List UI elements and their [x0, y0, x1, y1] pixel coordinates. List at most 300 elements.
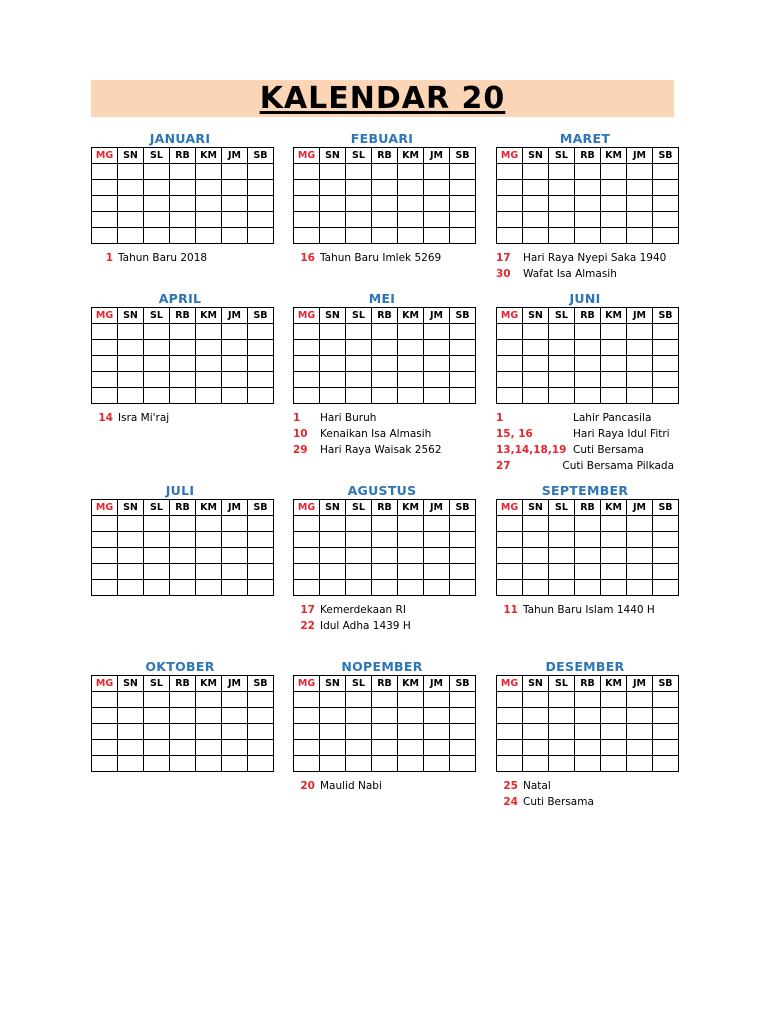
day-cell	[398, 228, 424, 244]
holiday-name: Natal	[523, 780, 551, 792]
day-cell	[346, 708, 372, 724]
day-cell	[170, 708, 196, 724]
holiday-item	[496, 266, 674, 282]
day-cell	[450, 708, 476, 724]
day-cell	[627, 692, 653, 708]
day-cell	[497, 564, 523, 580]
weekday-jm: JM	[627, 148, 653, 164]
weekday-mg: MG	[92, 500, 118, 516]
day-cell	[294, 164, 320, 180]
day-cell	[320, 516, 346, 532]
day-cell	[627, 388, 653, 404]
day-cell	[248, 164, 274, 180]
week-row	[294, 388, 476, 404]
weekday-header-row	[294, 148, 476, 164]
day-cell	[346, 724, 372, 740]
month-maret	[496, 131, 674, 282]
day-cell	[294, 548, 320, 564]
day-cell	[450, 532, 476, 548]
day-cell	[118, 708, 144, 724]
holiday-list	[293, 778, 471, 794]
weekday-sl: SL	[346, 148, 372, 164]
day-cell	[170, 532, 196, 548]
day-cell	[196, 196, 222, 212]
holiday-item	[91, 250, 269, 266]
day-cell	[144, 324, 170, 340]
day-cell	[497, 324, 523, 340]
weekday-header-row	[497, 148, 679, 164]
day-cell	[450, 196, 476, 212]
day-cell	[372, 516, 398, 532]
day-cell	[222, 708, 248, 724]
day-cell	[398, 724, 424, 740]
day-cell	[118, 756, 144, 772]
weekday-rb: RB	[575, 148, 601, 164]
weekday-km: KM	[196, 148, 222, 164]
holiday-date: 1	[293, 412, 301, 424]
holiday-list	[496, 250, 674, 282]
day-cell	[170, 580, 196, 596]
day-cell	[523, 356, 549, 372]
day-cell	[523, 548, 549, 564]
weekday-jm: JM	[627, 308, 653, 324]
day-cell	[523, 212, 549, 228]
day-cell	[497, 548, 523, 564]
day-cell	[320, 164, 346, 180]
weekday-sl: SL	[346, 500, 372, 516]
day-cell	[118, 228, 144, 244]
day-cell	[294, 212, 320, 228]
day-cell	[653, 548, 679, 564]
day-cell	[248, 532, 274, 548]
day-cell	[196, 388, 222, 404]
day-cell	[222, 740, 248, 756]
weekday-sb: SB	[450, 676, 476, 692]
weekday-rb: RB	[575, 500, 601, 516]
week-row	[497, 228, 679, 244]
day-cell	[653, 228, 679, 244]
weekday-jm: JM	[627, 676, 653, 692]
month-name: NOPEMBER	[341, 659, 423, 674]
holiday-item	[293, 426, 471, 442]
day-cell	[424, 324, 450, 340]
month-febuari	[293, 131, 471, 266]
week-row	[294, 756, 476, 772]
holiday-name: Tahun Baru Islam 1440 H	[523, 604, 655, 616]
holiday-item	[496, 410, 674, 426]
month-mei	[293, 291, 471, 458]
weekday-sn: SN	[118, 500, 144, 516]
week-row	[294, 340, 476, 356]
month-januari	[91, 131, 269, 266]
day-cell	[248, 372, 274, 388]
day-cell	[196, 756, 222, 772]
weekday-rb: RB	[170, 500, 196, 516]
day-cell	[424, 196, 450, 212]
day-cell	[372, 740, 398, 756]
day-cell	[372, 388, 398, 404]
weekday-sn: SN	[320, 148, 346, 164]
weekday-jm: JM	[222, 308, 248, 324]
day-cell	[92, 532, 118, 548]
day-cell	[346, 740, 372, 756]
day-cell	[627, 180, 653, 196]
holiday-list	[293, 602, 471, 634]
month-name: JANUARI	[149, 131, 211, 146]
day-cell	[248, 724, 274, 740]
day-cell	[450, 548, 476, 564]
week-row	[92, 228, 274, 244]
day-cell	[196, 692, 222, 708]
day-cell	[144, 180, 170, 196]
day-cell	[601, 340, 627, 356]
day-cell	[320, 692, 346, 708]
day-cell	[450, 516, 476, 532]
weekday-sn: SN	[118, 676, 144, 692]
holiday-name: Isra Mi'raj	[118, 412, 170, 424]
weekday-jm: JM	[424, 676, 450, 692]
day-cell	[196, 212, 222, 228]
day-cell	[372, 724, 398, 740]
week-row	[92, 372, 274, 388]
weekday-km: KM	[398, 500, 424, 516]
day-cell	[196, 740, 222, 756]
weekday-sn: SN	[320, 500, 346, 516]
day-cell	[523, 340, 549, 356]
week-row	[497, 356, 679, 372]
day-cell	[92, 196, 118, 212]
day-cell	[144, 724, 170, 740]
month-name: FEBUARI	[350, 131, 414, 146]
day-cell	[627, 164, 653, 180]
day-cell	[549, 692, 575, 708]
month-name: MEI	[368, 291, 396, 306]
holiday-name: Cuti Bersama	[523, 796, 594, 808]
day-cell	[398, 324, 424, 340]
day-cell	[294, 740, 320, 756]
weekday-header-row	[294, 500, 476, 516]
weekday-mg: MG	[294, 500, 320, 516]
holiday-name: Hari Raya Idul Fitri	[573, 428, 670, 440]
weekday-km: KM	[196, 500, 222, 516]
day-cell	[294, 372, 320, 388]
day-cell	[601, 324, 627, 340]
weekday-km: KM	[196, 676, 222, 692]
week-row	[92, 196, 274, 212]
weekday-rb: RB	[372, 676, 398, 692]
day-cell	[372, 180, 398, 196]
week-row	[497, 340, 679, 356]
week-row	[497, 324, 679, 340]
day-cell	[372, 708, 398, 724]
day-cell	[248, 324, 274, 340]
day-cell	[222, 756, 248, 772]
day-cell	[575, 356, 601, 372]
day-cell	[653, 532, 679, 548]
week-row	[497, 388, 679, 404]
day-cell	[294, 724, 320, 740]
week-row	[497, 180, 679, 196]
day-cell	[294, 564, 320, 580]
day-cell	[424, 212, 450, 228]
day-cell	[248, 580, 274, 596]
day-cell	[294, 356, 320, 372]
day-cell	[144, 564, 170, 580]
day-cell	[549, 564, 575, 580]
day-cell	[248, 228, 274, 244]
day-cell	[170, 324, 196, 340]
day-cell	[170, 212, 196, 228]
day-cell	[222, 196, 248, 212]
holiday-list	[91, 410, 269, 426]
week-row	[294, 724, 476, 740]
day-cell	[653, 756, 679, 772]
weekday-mg: MG	[497, 148, 523, 164]
holiday-item	[496, 250, 674, 266]
day-cell	[523, 756, 549, 772]
month-grid	[91, 675, 274, 772]
day-cell	[248, 196, 274, 212]
day-cell	[497, 180, 523, 196]
day-cell	[170, 164, 196, 180]
week-row	[294, 356, 476, 372]
day-cell	[144, 532, 170, 548]
day-cell	[92, 724, 118, 740]
day-cell	[144, 228, 170, 244]
day-cell	[575, 564, 601, 580]
week-row	[92, 516, 274, 532]
holiday-list	[496, 778, 674, 810]
day-cell	[497, 356, 523, 372]
weekday-jm: JM	[424, 308, 450, 324]
day-cell	[575, 516, 601, 532]
day-cell	[92, 324, 118, 340]
day-cell	[601, 356, 627, 372]
day-cell	[450, 340, 476, 356]
day-cell	[118, 164, 144, 180]
holiday-item	[293, 618, 471, 634]
day-cell	[523, 388, 549, 404]
day-cell	[497, 740, 523, 756]
day-cell	[398, 692, 424, 708]
day-cell	[549, 756, 575, 772]
day-cell	[424, 356, 450, 372]
day-cell	[627, 580, 653, 596]
day-cell	[222, 516, 248, 532]
day-cell	[222, 532, 248, 548]
day-cell	[144, 196, 170, 212]
holiday-list	[293, 410, 471, 458]
day-cell	[627, 516, 653, 532]
weekday-sl: SL	[549, 500, 575, 516]
day-cell	[424, 580, 450, 596]
day-cell	[118, 564, 144, 580]
weekday-sl: SL	[144, 308, 170, 324]
holiday-date: 22	[300, 620, 315, 632]
day-cell	[424, 372, 450, 388]
month-name: JULI	[165, 483, 195, 498]
week-row	[92, 756, 274, 772]
weekday-jm: JM	[627, 500, 653, 516]
day-cell	[627, 708, 653, 724]
day-cell	[320, 724, 346, 740]
day-cell	[346, 164, 372, 180]
day-cell	[346, 228, 372, 244]
weekday-sb: SB	[248, 148, 274, 164]
day-cell	[653, 196, 679, 212]
day-cell	[118, 180, 144, 196]
holiday-item	[496, 458, 674, 474]
day-cell	[170, 548, 196, 564]
day-cell	[450, 180, 476, 196]
month-september	[496, 483, 674, 618]
weekday-header-row	[497, 500, 679, 516]
day-cell	[144, 580, 170, 596]
weekday-jm: JM	[424, 148, 450, 164]
day-cell	[549, 180, 575, 196]
day-cell	[294, 324, 320, 340]
day-cell	[653, 372, 679, 388]
day-cell	[320, 548, 346, 564]
day-cell	[372, 356, 398, 372]
day-cell	[549, 340, 575, 356]
weekday-mg: MG	[92, 676, 118, 692]
week-row	[497, 212, 679, 228]
holiday-name: Lahir Pancasila	[573, 412, 652, 424]
day-cell	[450, 372, 476, 388]
day-cell	[549, 212, 575, 228]
weekday-sn: SN	[523, 500, 549, 516]
week-row	[294, 580, 476, 596]
day-cell	[372, 164, 398, 180]
day-cell	[372, 324, 398, 340]
weekday-sl: SL	[549, 308, 575, 324]
weekday-sn: SN	[523, 308, 549, 324]
week-row	[497, 708, 679, 724]
day-cell	[601, 548, 627, 564]
title-banner	[91, 80, 674, 117]
day-cell	[627, 564, 653, 580]
day-cell	[497, 164, 523, 180]
day-cell	[627, 212, 653, 228]
month-desember	[496, 659, 674, 810]
month-name: DESEMBER	[545, 659, 625, 674]
day-cell	[398, 532, 424, 548]
weekday-km: KM	[398, 148, 424, 164]
day-cell	[222, 724, 248, 740]
day-cell	[523, 740, 549, 756]
day-cell	[170, 740, 196, 756]
month-grid	[496, 499, 679, 596]
weekday-mg: MG	[294, 308, 320, 324]
day-cell	[346, 356, 372, 372]
day-cell	[222, 212, 248, 228]
holiday-date: 14	[98, 412, 113, 424]
day-cell	[575, 372, 601, 388]
day-cell	[294, 580, 320, 596]
day-cell	[523, 580, 549, 596]
holiday-item	[496, 602, 674, 618]
month-name: AGUSTUS	[347, 483, 417, 498]
day-cell	[320, 708, 346, 724]
day-cell	[424, 340, 450, 356]
day-cell	[601, 724, 627, 740]
day-cell	[92, 756, 118, 772]
day-cell	[346, 564, 372, 580]
day-cell	[118, 196, 144, 212]
day-cell	[346, 340, 372, 356]
day-cell	[118, 532, 144, 548]
day-cell	[118, 724, 144, 740]
week-row	[497, 740, 679, 756]
weekday-rb: RB	[372, 500, 398, 516]
day-cell	[653, 724, 679, 740]
day-cell	[450, 756, 476, 772]
day-cell	[601, 692, 627, 708]
week-row	[294, 228, 476, 244]
day-cell	[424, 388, 450, 404]
day-cell	[627, 324, 653, 340]
week-row	[294, 708, 476, 724]
holiday-name: Kemerdekaan RI	[320, 604, 406, 616]
weekday-sl: SL	[144, 676, 170, 692]
day-cell	[497, 724, 523, 740]
day-cell	[398, 164, 424, 180]
day-cell	[523, 708, 549, 724]
month-oktober	[91, 659, 269, 778]
day-cell	[196, 516, 222, 532]
month-grid	[293, 147, 476, 244]
day-cell	[196, 340, 222, 356]
week-row	[497, 580, 679, 596]
day-cell	[92, 580, 118, 596]
day-cell	[398, 756, 424, 772]
day-cell	[170, 564, 196, 580]
day-cell	[346, 388, 372, 404]
day-cell	[450, 724, 476, 740]
weekday-sl: SL	[144, 148, 170, 164]
day-cell	[144, 708, 170, 724]
holiday-name: Idul Adha 1439 H	[320, 620, 411, 632]
day-cell	[170, 724, 196, 740]
weekday-header-row	[92, 148, 274, 164]
weekday-jm: JM	[424, 500, 450, 516]
week-row	[92, 692, 274, 708]
day-cell	[497, 708, 523, 724]
day-cell	[92, 228, 118, 244]
week-row	[92, 724, 274, 740]
day-cell	[653, 212, 679, 228]
day-cell	[320, 580, 346, 596]
day-cell	[601, 388, 627, 404]
month-agustus	[293, 483, 471, 634]
day-cell	[118, 740, 144, 756]
holiday-name: Cuti Bersama Pilkada	[562, 460, 674, 472]
day-cell	[424, 564, 450, 580]
day-cell	[523, 180, 549, 196]
weekday-mg: MG	[92, 308, 118, 324]
day-cell	[170, 180, 196, 196]
day-cell	[497, 692, 523, 708]
holiday-date: 11	[503, 604, 518, 616]
holiday-name: Hari Buruh	[320, 412, 377, 424]
day-cell	[398, 196, 424, 212]
holiday-item	[496, 426, 674, 442]
weekday-header-row	[497, 676, 679, 692]
day-cell	[450, 564, 476, 580]
day-cell	[549, 516, 575, 532]
day-cell	[222, 340, 248, 356]
